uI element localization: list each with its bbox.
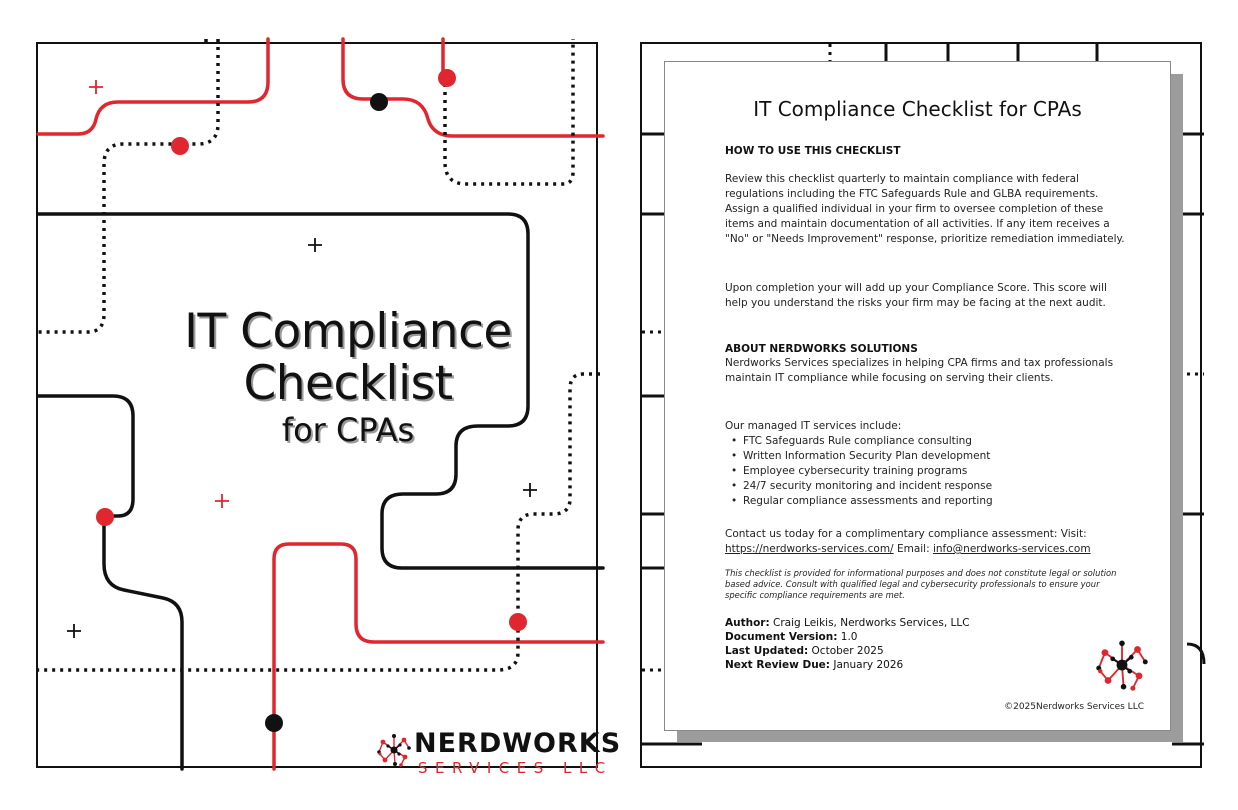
list-item: • Regular compliance assessments and reporting [743, 494, 1125, 509]
nerdworks-network-logo-icon [1091, 634, 1153, 696]
disclaimer: This checklist is provided for informational purposes and does not constitute legal or solution based advice. Consult with qualified legal and cybersecurity professionals to ensure your specific compliance requirements are met. [725, 568, 1117, 600]
author-label: Author: [725, 617, 770, 629]
version-value: 1.0 [840, 631, 858, 643]
list-item: • FTC Safeguards Rule compliance consulting [743, 434, 1125, 449]
services-list [725, 434, 1125, 509]
page-title: IT Compliance Checklist for CPAs [753, 97, 1082, 121]
compliance-score-paragraph: Upon completion your will add up your Compliance Score. This score will help you understand the risks your firm may be facing at the next audit. [725, 282, 1107, 309]
list-item: • Written Information Security Plan development [743, 449, 1125, 464]
author-row [725, 616, 970, 630]
contact-text: Contact us today for a complimentary compliance assessment: Visit: [725, 528, 1087, 540]
services-intro: Our managed IT services include: [725, 420, 902, 432]
brand-name: NERDWORKS [414, 728, 622, 759]
contact-section [725, 527, 1135, 557]
review-value: January 2026 [833, 659, 904, 671]
how-to-use-heading: HOW TO USE THIS CHECKLIST [725, 145, 901, 157]
review-row [725, 658, 970, 672]
brand-logo [374, 728, 624, 780]
nerdworks-network-logo-icon [374, 730, 414, 770]
services-section [725, 419, 1125, 509]
updated-label: Last Updated: [725, 645, 809, 657]
list-item: • 24/7 security monitoring and incident response [743, 479, 1125, 494]
email-label: Email: [896, 543, 930, 555]
updated-row [725, 644, 970, 658]
about-paragraph: Nerdworks Services specializes in helping CPA firms and tax professionals maintain IT compliance while focusing on serving their clients. [725, 357, 1114, 384]
version-label: Document Version: [725, 631, 838, 643]
cover-title-line-3: for CPAs [281, 411, 415, 449]
updated-value: October 2025 [811, 645, 884, 657]
review-label: Next Review Due: [725, 659, 830, 671]
author-value: Craig Leikis, Nerdworks Services, LLC [773, 617, 970, 629]
list-item: • Employee cybersecurity training programs [743, 464, 1125, 479]
cover-page [36, 42, 622, 777]
email-link[interactable]: info@nerdworks-services.com [932, 543, 1091, 555]
website-link[interactable]: https://nerdworks-services.com/ [725, 543, 894, 555]
cover-title [138, 306, 558, 450]
copyright-text: ©2025Nerdworks Services LLC [1004, 702, 1144, 712]
checklist-intro-page [664, 61, 1171, 731]
how-to-use-paragraph: Review this checklist quarterly to maintain compliance with federal regulations including the FTC Safeguards Rule and GLBA requirements. Assign a qualified individual in your firm to oversee completion of these items and maintain documentation of all activities. If any item receives a "No" or "Needs Improvement" response, prioritize remediation immediately. [725, 173, 1125, 245]
document-metadata [725, 616, 970, 672]
cover-title-line-2: Checklist [243, 356, 453, 411]
version-row [725, 630, 970, 644]
cover-title-line-1: IT Compliance [184, 304, 512, 359]
brand-subtitle: SERVICES LLC [418, 759, 613, 777]
about-heading: ABOUT NERDWORKS SOLUTIONS [725, 343, 918, 355]
